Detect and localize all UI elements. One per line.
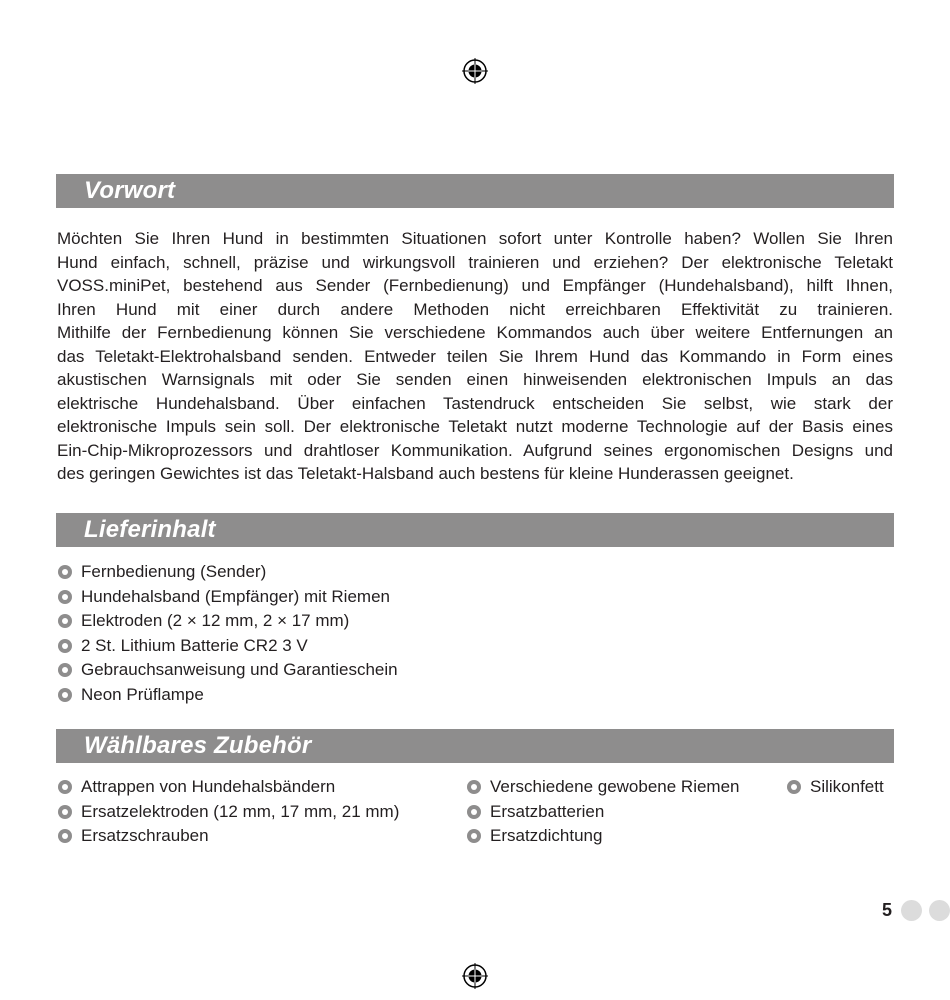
- list-item: [467, 775, 740, 800]
- list-item-label: Ersatzdichtung: [490, 826, 603, 845]
- list-item: [467, 800, 740, 825]
- list-item: [58, 683, 398, 708]
- list-item-label: Elektroden (2 × 12 mm, 2 × 17 mm): [81, 611, 350, 630]
- bullet-icon: [467, 829, 481, 843]
- bullet-icon: [467, 780, 481, 794]
- list-item-label: Fernbedienung (Sender): [81, 562, 267, 581]
- paragraph-line: das Teletakt-Elektrohalsband senden. Entweder teilen Sie Ihrem Hund das Kommando in Form eines: [57, 346, 893, 366]
- list-item: [58, 800, 399, 825]
- bullet-icon: [58, 614, 72, 628]
- section-header-zubehoer: [56, 729, 894, 763]
- zubehoer-list-col2: [467, 775, 740, 849]
- paragraph-line: Ihren Hund mit einer durch andere Methoden nicht erreichbaren Effektivität zu trainieren.: [57, 299, 893, 319]
- list-item: [58, 560, 398, 585]
- list-item-label: Silikonfett: [810, 777, 884, 796]
- registration-mark-icon: [462, 58, 488, 84]
- paragraph-line: des geringen Gewichtes ist das Teletakt-Halsband auch bestens für kleine Hunderassen geeignet.: [57, 464, 794, 483]
- decorative-dot: [929, 900, 950, 921]
- section-header-lieferinhalt: [56, 513, 894, 547]
- bullet-icon: [58, 639, 72, 653]
- list-item-label: Gebrauchsanweisung und Garantieschein: [81, 660, 398, 679]
- list-item: [58, 634, 398, 659]
- paragraph-line: elektrische Hundehalsband. Über einfachen Tastendruck entscheiden Sie selbst, wie stark der: [57, 393, 893, 413]
- paragraph-line: Möchten Sie Ihren Hund in bestimmten Situationen sofort unter Kontrolle haben? Wollen Sie Ihren: [57, 229, 893, 248]
- list-item: [58, 658, 398, 683]
- list-item-label: Ersatzbatterien: [490, 801, 605, 821]
- paragraph-line: VOSS.miniPet, bestehend aus Sender (Fernbedienung) und Empfänger (Hundehalsband), hilft Ihnen,: [57, 276, 893, 295]
- zubehoer-list-col3: [787, 775, 884, 800]
- bullet-icon: [58, 780, 72, 794]
- list-item-label: Ersatzelektroden (12 mm, 17 mm, 21 mm): [81, 801, 400, 821]
- page-number: 5: [882, 900, 893, 920]
- section-title: Vorwort: [84, 177, 176, 204]
- bullet-icon: [58, 590, 72, 604]
- decorative-dot: [901, 900, 922, 921]
- list-item-label: Verschiedene gewobene Riemen: [490, 777, 740, 796]
- section-title: Lieferinhalt: [84, 516, 216, 543]
- list-item: [58, 824, 399, 849]
- paragraph-line: akustischen Warnsignals mit oder Sie senden einen hinweisenden elektronischen Impuls an das: [57, 370, 893, 389]
- bullet-icon: [58, 829, 72, 843]
- paragraph-line: elektronische Impuls sein soll. Der elektronische Teletakt nutzt moderne Technologie auf der Basis eines: [57, 417, 893, 436]
- list-item-label: 2 St. Lithium Batterie CR2 3 V: [81, 635, 308, 655]
- bullet-icon: [58, 565, 72, 579]
- list-item-label: Hundehalsband (Empfänger) mit Riemen: [81, 586, 390, 606]
- bullet-icon: [787, 780, 801, 794]
- lieferinhalt-list: [58, 560, 398, 707]
- paragraph-line: Ein-Chip-Mikroprozessors und drahtloser Kommunikation. Aufgrund seines ergonomischen Designs und: [57, 440, 893, 460]
- zubehoer-list-col1: [58, 775, 399, 849]
- paragraph-line: Hund einfach, schnell, präzise und wirkungsvoll trainieren und erziehen? Der elektronische Teletakt: [57, 252, 893, 272]
- list-item-label: Neon Prüflampe: [81, 684, 204, 704]
- section-title: Wählbares Zubehör: [84, 732, 312, 759]
- list-item: [58, 609, 398, 634]
- paragraph-line: Mithilfe der Fernbedienung können Sie verschiedene Kommandos auch über weitere Entfernungen an: [57, 323, 893, 342]
- bullet-icon: [58, 805, 72, 819]
- bullet-icon: [58, 688, 72, 702]
- vorwort-paragraph: [57, 227, 893, 486]
- list-item: [787, 775, 884, 800]
- list-item: [58, 775, 399, 800]
- list-item-label: Attrappen von Hundehalsbändern: [81, 777, 336, 796]
- registration-mark-icon: [462, 963, 488, 989]
- section-header-vorwort: [56, 174, 894, 208]
- bullet-icon: [58, 663, 72, 677]
- list-item: [467, 824, 740, 849]
- list-item-label: Ersatzschrauben: [81, 826, 209, 845]
- bullet-icon: [467, 805, 481, 819]
- list-item: [58, 585, 398, 610]
